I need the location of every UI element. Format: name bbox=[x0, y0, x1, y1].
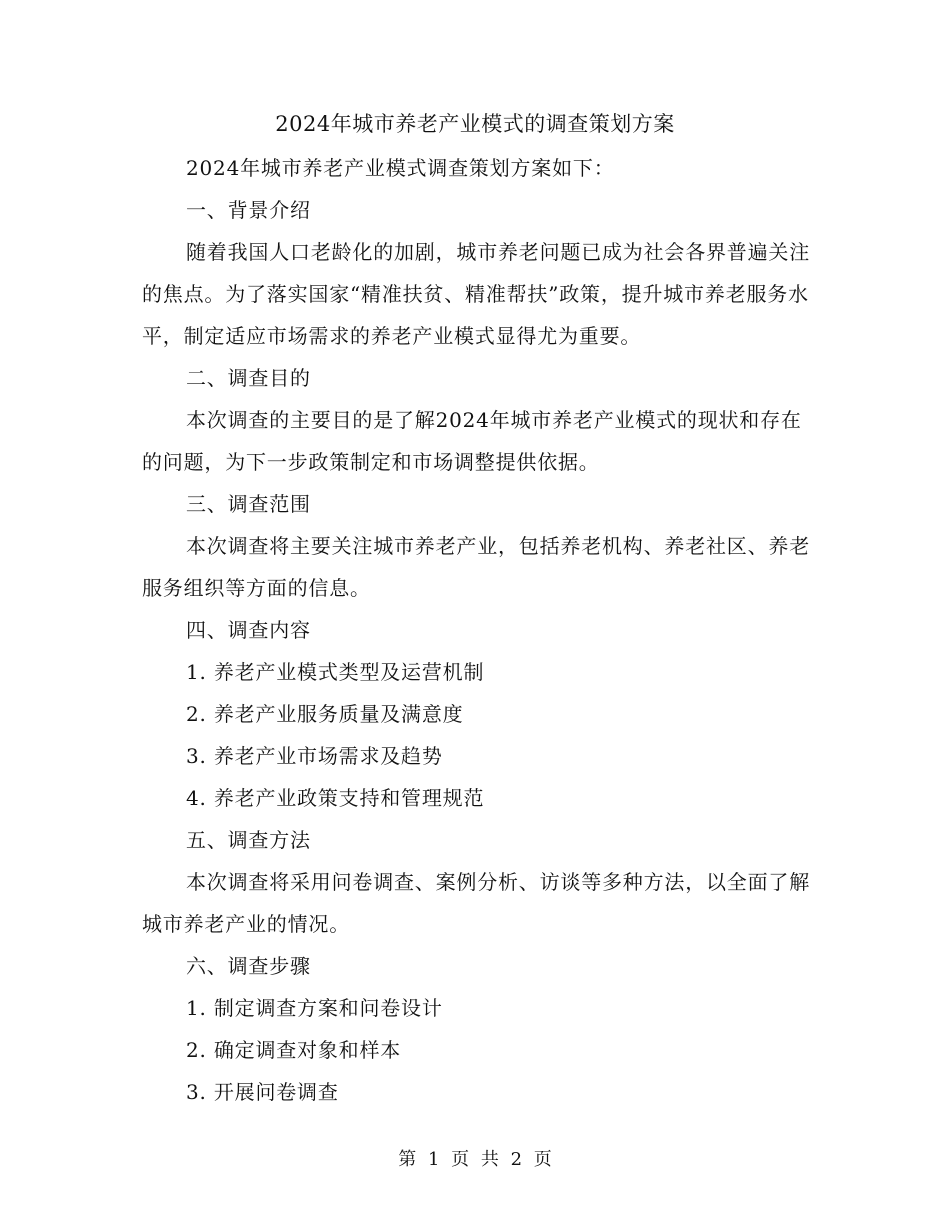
page-footer: 第 1 页 共 2 页 bbox=[398, 1149, 552, 1170]
list-item: 2. 养老产业服务质量及满意度 bbox=[186, 702, 464, 726]
list-item: 2. 确定调查对象和样本 bbox=[186, 1038, 402, 1062]
section-heading-content: 四、调查内容 bbox=[186, 618, 311, 642]
list-item: 4. 养老产业政策支持和管理规范 bbox=[186, 786, 485, 810]
section-heading-background: 一、背景介绍 bbox=[186, 198, 311, 222]
section-heading-purpose: 二、调查目的 bbox=[186, 366, 311, 390]
list-item: 1. 养老产业模式类型及运营机制 bbox=[186, 660, 485, 684]
list-item: 3. 开展问卷调查 bbox=[186, 1080, 339, 1104]
section-heading-scope: 三、调查范围 bbox=[186, 492, 311, 516]
intro-paragraph: 2024年城市养老产业模式调查策划方案如下： bbox=[186, 156, 615, 180]
document-body bbox=[142, 147, 822, 1113]
background-paragraph: 随着我国人口老龄化的加剧，城市养老问题已成为社会各界普遍关注的焦点。为了落实国家“精准扶贫、精准帮扶”政策，提升城市养老服务水平，制定适应市场需求的养老产业模式显得尤为重要。 bbox=[142, 240, 810, 348]
document-title: 2024年城市养老产业模式的调查策划方案 bbox=[275, 112, 675, 136]
purpose-paragraph: 本次调查的主要目的是了解2024年城市养老产业模式的现状和存在的问题，为下一步政策制定和市场调整提供依据。 bbox=[142, 408, 802, 474]
method-paragraph: 本次调查将采用问卷调查、案例分析、访谈等多种方法，以全面了解城市养老产业的情况。 bbox=[142, 870, 810, 936]
scope-paragraph: 本次调查将主要关注城市养老产业，包括养老机构、养老社区、养老服务组织等方面的信息。 bbox=[142, 534, 810, 600]
list-item: 1. 制定调查方案和问卷设计 bbox=[186, 996, 443, 1020]
section-heading-steps: 六、调查步骤 bbox=[186, 954, 311, 978]
section-heading-method: 五、调查方法 bbox=[186, 828, 311, 852]
list-item: 3. 养老产业市场需求及趋势 bbox=[186, 744, 443, 768]
